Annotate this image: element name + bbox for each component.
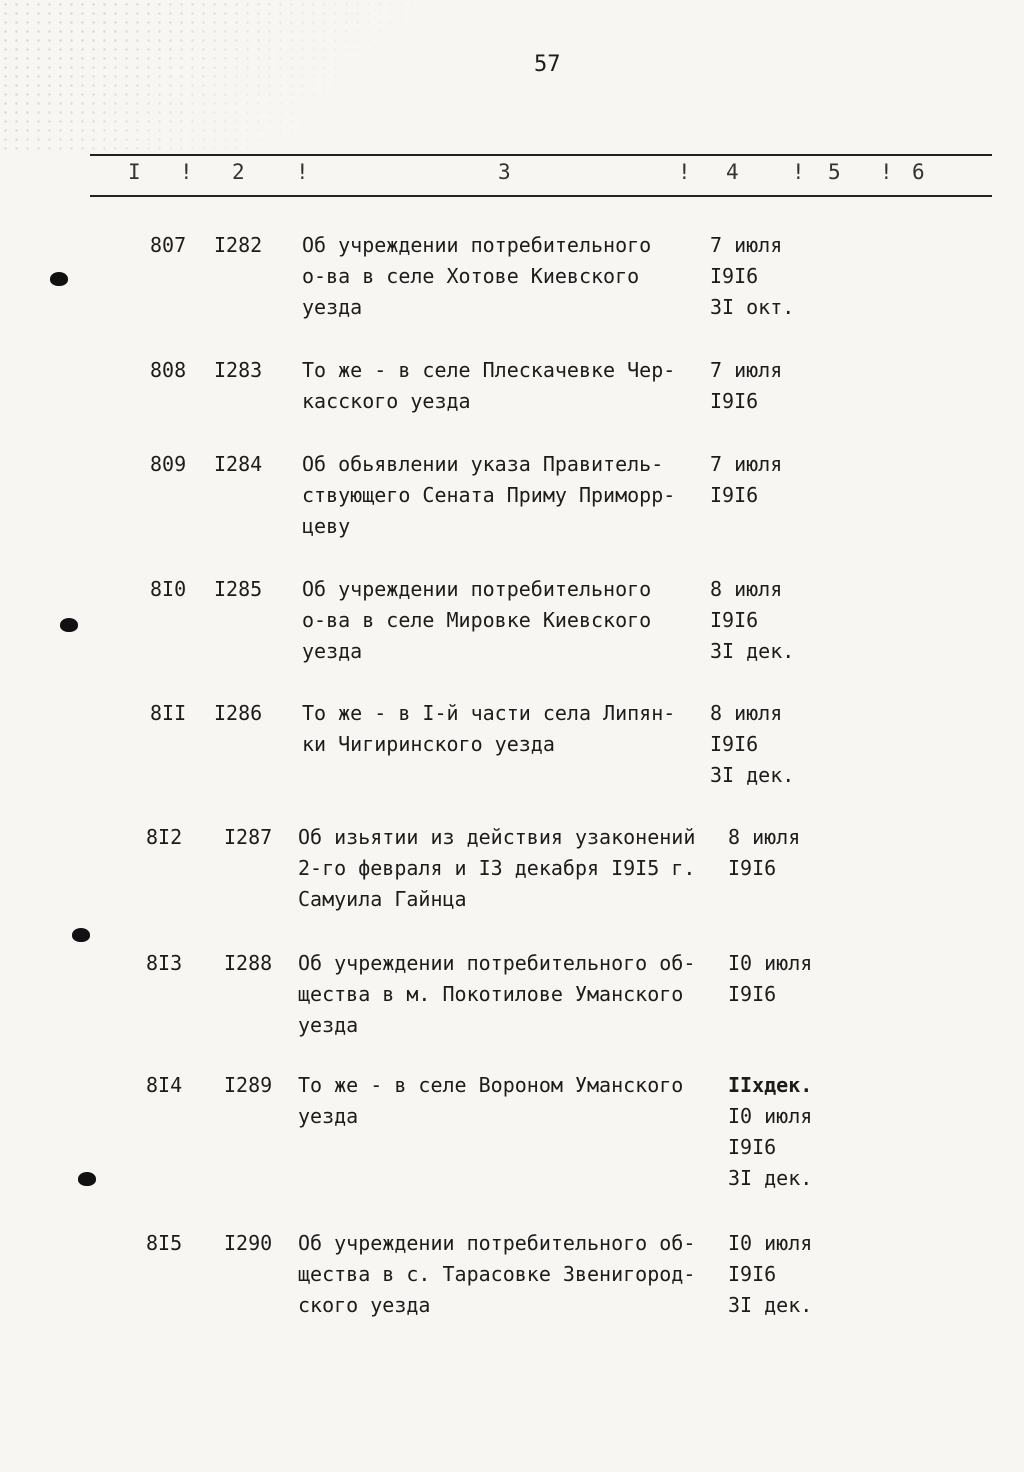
record-title: [302, 449, 722, 542]
date-line: 3I окт.: [710, 295, 795, 319]
title-line: Об учреждении потребительного об-: [298, 951, 696, 975]
record-number: 807: [150, 233, 187, 257]
title-line: Об обьявлении указа Правитель-: [302, 452, 664, 476]
title-line: о-ва в селе Хотове Киевского: [302, 264, 640, 288]
record-title: [298, 948, 728, 1041]
record-title: [302, 230, 722, 323]
record-title: [302, 355, 722, 417]
date-line: I9I6: [728, 1135, 777, 1159]
case-number: I286: [214, 701, 263, 725]
title-line: Об учреждении потребительного: [302, 577, 652, 601]
column-header-5: 5: [828, 160, 841, 184]
case-number: I284: [214, 452, 263, 476]
record-title: [298, 1070, 728, 1132]
date-line: 3I дек.: [728, 1166, 813, 1190]
column-header-2: 2: [232, 160, 245, 184]
case-number: I282: [214, 233, 263, 257]
punch-hole: [50, 272, 68, 286]
record-dates: [728, 948, 858, 1010]
record-dates: [728, 822, 858, 884]
column-header-1: I: [128, 160, 141, 184]
case-number: I290: [224, 1231, 273, 1255]
record-number: 8II: [150, 701, 187, 725]
title-line: Самуила Гайнца: [298, 887, 467, 911]
title-line: Об учреждении потребительного: [302, 233, 652, 257]
date-line: I9I6: [710, 483, 759, 507]
date-line: I9I6: [710, 608, 759, 632]
record-dates: [728, 1070, 858, 1194]
column-separator: !: [792, 160, 805, 184]
case-number: I288: [224, 951, 273, 975]
title-line: уезда: [302, 639, 363, 663]
title-line: 2-го февраля и I3 декабря I9I5 г.: [298, 856, 696, 880]
record-dates: [710, 449, 840, 511]
date-line: 3I дек.: [728, 1293, 813, 1317]
record-title: [302, 698, 722, 760]
column-header-4: 4: [726, 160, 739, 184]
record-dates: [728, 1228, 858, 1321]
scan-speckle: [0, 0, 470, 150]
date-line: 3I дек.: [710, 763, 795, 787]
case-number: I287: [224, 825, 273, 849]
record-dates: [710, 698, 840, 791]
record-number: 8I2: [146, 825, 183, 849]
date-line: I9I6: [710, 389, 759, 413]
title-line: То же - в I-й части села Липян-: [302, 701, 676, 725]
date-line: I9I6: [728, 982, 777, 1006]
record-number: 809: [150, 452, 187, 476]
column-separator: !: [678, 160, 691, 184]
record-dates: [710, 574, 840, 667]
title-line: ствующего Сената Приму Приморр-: [302, 483, 676, 507]
header-rule-top: [90, 154, 992, 156]
column-separator: !: [296, 160, 309, 184]
title-line: щества в с. Тарасовке Звенигород-: [298, 1262, 696, 1286]
date-line: 7 июля: [710, 233, 783, 257]
date-line: I9I6: [710, 732, 759, 756]
title-line: цеву: [302, 514, 351, 538]
title-line: Об изьятии из действия узаконений: [298, 825, 696, 849]
record-number: 8I0: [150, 577, 187, 601]
record-number: 8I5: [146, 1231, 183, 1255]
title-line: То же - в селе Вороном Уманского: [298, 1073, 684, 1097]
title-line: уезда: [298, 1104, 359, 1128]
date-line: I9I6: [710, 264, 759, 288]
date-line: I0 июля: [728, 1231, 813, 1255]
date-line: 8 июля: [710, 577, 783, 601]
title-line: Об учреждении потребительного об-: [298, 1231, 696, 1255]
case-number: I289: [224, 1073, 273, 1097]
date-line: I9I6: [728, 1262, 777, 1286]
title-line: ки Чигиринского уезда: [302, 732, 555, 756]
date-line: 8 июля: [710, 701, 783, 725]
record-number: 8I3: [146, 951, 183, 975]
record-dates: [710, 230, 840, 323]
title-line: уезда: [302, 295, 363, 319]
title-line: касского уезда: [302, 389, 471, 413]
title-line: щества в м. Покотилове Уманского: [298, 982, 684, 1006]
punch-hole: [72, 928, 90, 942]
page-number: 57: [534, 52, 561, 77]
title-line: ского уезда: [298, 1293, 431, 1317]
title-line: уезда: [298, 1013, 359, 1037]
record-number: 808: [150, 358, 187, 382]
punch-hole: [78, 1172, 96, 1186]
record-title: [298, 1228, 728, 1321]
title-line: о-ва в селе Мировке Киевского: [302, 608, 652, 632]
date-line: 7 июля: [710, 452, 783, 476]
case-number: I285: [214, 577, 263, 601]
record-number: 8I4: [146, 1073, 183, 1097]
date-line: I9I6: [728, 856, 777, 880]
column-separator: !: [180, 160, 193, 184]
title-line: То же - в селе Плескачевке Чер-: [302, 358, 676, 382]
date-line: I0 июля: [728, 951, 813, 975]
header-rule-bottom: [90, 195, 992, 197]
punch-hole: [60, 618, 78, 632]
date-line: 7 июля: [710, 358, 783, 382]
date-line: IIхдек.: [728, 1073, 813, 1097]
column-separator: !: [880, 160, 893, 184]
date-line: I0 июля: [728, 1104, 813, 1128]
date-line: 3I дек.: [710, 639, 795, 663]
column-header-3: 3: [498, 160, 511, 184]
date-line: 8 июля: [728, 825, 801, 849]
record-title: [302, 574, 722, 667]
case-number: I283: [214, 358, 263, 382]
record-dates: [710, 355, 840, 417]
record-title: [298, 822, 728, 915]
column-header-6: 6: [912, 160, 925, 184]
